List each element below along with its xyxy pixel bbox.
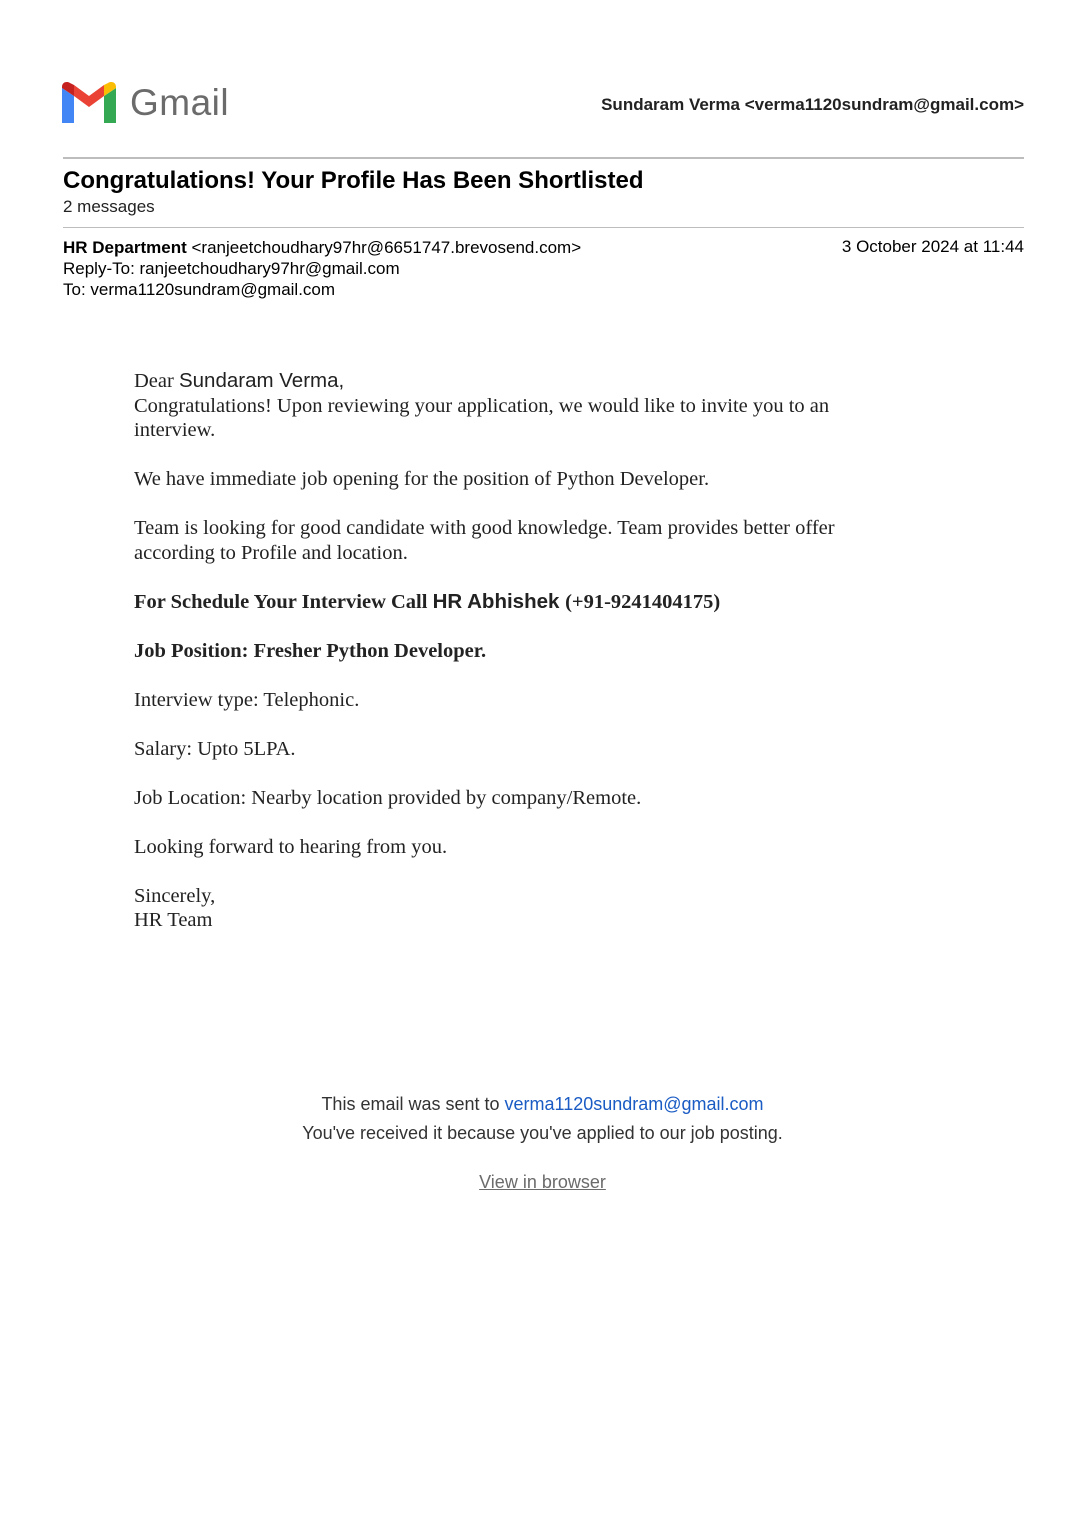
account-identity: Sundaram Verma <verma1120sundram@gmail.com> — [601, 95, 1024, 114]
message-date: 3 October 2024 at 11:44 — [841, 237, 1024, 256]
reply-to: Reply-To: ranjeetchoudhary97hr@gmail.com — [63, 259, 400, 278]
sent-to-prefix: This email was sent to — [321, 1094, 505, 1114]
schedule-prefix: For Schedule Your Interview Call — [134, 590, 433, 613]
sender-email: <ranjeetchoudhary97hr@6651747.brevosend.com> — [191, 238, 582, 257]
job-location: Job Location: Nearby location provided by company/Remote. — [134, 786, 642, 809]
reason-line: You've received it because you've applied to our job posting. — [302, 1123, 783, 1143]
email-footer — [0, 1090, 1085, 1197]
opening-paragraph: We have immediate job opening for the position of Python Developer. — [134, 468, 710, 490]
sender-line — [63, 237, 581, 258]
recipient: To: verma1120sundram@gmail.com — [63, 280, 336, 299]
sent-to-email-link[interactable]: verma1120sundram@gmail.com — [504, 1094, 764, 1114]
gmail-m-icon — [62, 82, 116, 123]
sent-to-line — [0, 1090, 1085, 1119]
view-in-browser-link[interactable]: View in browser — [479, 1172, 606, 1192]
position-paragraph: Job Position: Fresher Python Developer. — [134, 639, 487, 662]
schedule-phone: (+91-9241404175) — [565, 590, 721, 613]
greeting-prefix: Dear — [134, 370, 179, 392]
message-body — [134, 369, 914, 933]
intro-paragraph: Congratulations! Upon reviewing your application, we would like to invite you to an interview. — [134, 394, 830, 441]
thread-divider — [63, 227, 1024, 228]
closing-paragraph: Looking forward to hearing from you. — [134, 835, 448, 858]
interview-type: Interview type: Telephonic. — [134, 688, 360, 711]
schedule-contact: HR Abhishek — [432, 589, 566, 613]
thread-subject: Congratulations! Your Profile Has Been Shortlisted — [63, 167, 644, 194]
signature: HR Team — [134, 909, 213, 931]
header-divider — [63, 157, 1024, 159]
message-header — [63, 237, 581, 300]
greeting — [134, 369, 914, 394]
gmail-logo — [62, 82, 229, 123]
salary: Salary: Upto 5LPA. — [134, 737, 296, 760]
sender-name: HR Department — [63, 238, 187, 257]
greeting-name: Sundaram Verma, — [178, 369, 345, 392]
message-count: 2 messages — [63, 197, 155, 216]
schedule-paragraph — [134, 590, 914, 615]
signoff: Sincerely, — [134, 884, 216, 907]
team-paragraph: Team is looking for good candidate with good knowledge. Team provides better offer according to Profile and location. — [134, 517, 835, 564]
gmail-wordmark: Gmail — [130, 82, 230, 123]
